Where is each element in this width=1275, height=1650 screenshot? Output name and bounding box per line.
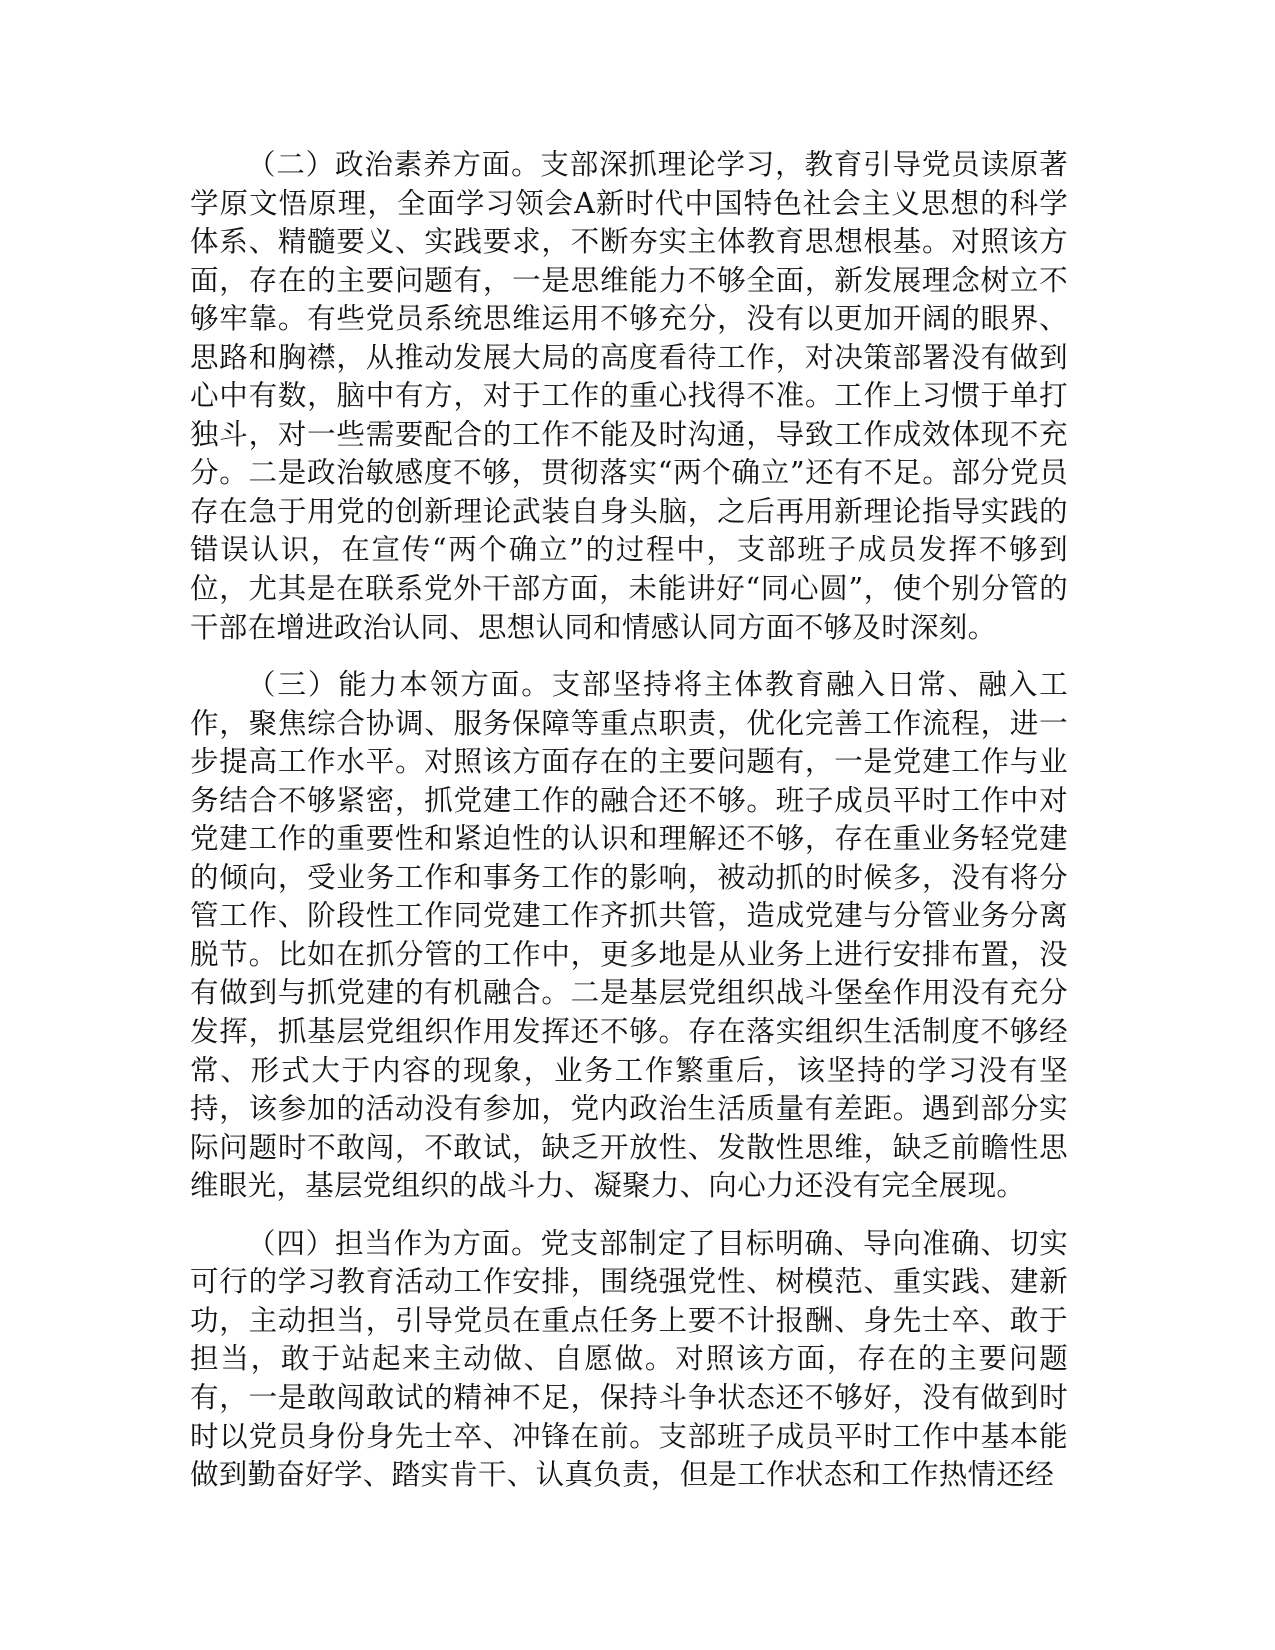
paragraph-ability-skills: （三）能力本领方面。支部坚持将主体教育融入日常、融入工作，聚焦综合协调、服务保障等重点职责，优化完善工作流程，进一步提高工作水平。对照该方面存在的主要问题有，一是党建工作与业务结合不够紧密，抓党建工作的融合还不够。班子成员平时工作中对党建工作的重要性和紧迫性的认识和理解还不够，存在重业务轻党建的倾向，受业务工作和事务工作的影响，被动抓的时候多，没有将分管工作、阶段性工作同党建工作齐抓共管，造成党建与分管业务分离脱节。比如在抓分管的工作中，更多地是从业务上进行安排布置，没有做到与抓党建的有机融合。二是基层党组织战斗堡垒作用没有充分发挥，抓基层党组织作用发挥还不够。存在落实组织生活制度不够经常、形式大于内容的现象，业务工作繁重后，该坚持的学习没有坚持，该参加的活动没有参加，党内政治生活质量有差距。遇到部分实际问题时不敢闯，不敢试，缺乏开放性、发散性思维，缺乏前瞻性思维眼光，基层党组织的战斗力、凝聚力、向心力还没有完全展现。 xyxy=(190,668,1068,1203)
paragraph-responsibility-action: （四）担当作为方面。党支部制定了目标明确、导向准确、切实可行的学习教育活动工作安排，围绕强党性、树模范、重实践、建新功，主动担当，引导党员在重点任务上要不计报酬、身先士卒、敢于担当，敢于站起来主动做、自愿做。对照该方面，存在的主要问题有，一是敢闯敢试的精神不足，保持斗争状态还不够好，没有做到时时以党员身份身先士卒、冲锋在前。支部班子成员平时工作中基本能做到勤奋好学、踏实肯干、认真负责，但是工作状态和工作热情还经 xyxy=(190,1226,1068,1492)
document-body xyxy=(190,146,1068,1495)
paragraph-political-literacy: （二）政治素养方面。支部深抓理论学习，教育引导党员读原著学原文悟原理，全面学习领会A新时代中国特色社会主义思想的科学体系、精髓要义、实践要求，不断夯实主体教育思想根基。对照该方面，存在的主要问题有，一是思维能力不够全面，新发展理念树立不够牢靠。有些党员系统思维运用不够充分，没有以更加开阔的眼界、思路和胸襟，从推动发展大局的高度看待工作，对决策部署没有做到心中有数，脑中有方，对于工作的重心找得不准。工作上习惯于单打独斗，对一些需要配合的工作不能及时沟通，导致工作成效体现不充分。二是政治敏感度不够，贯彻落实“两个确立”还有不足。部分党员存在急于用党的创新理论武装自身头脑，之后再用新理论指导实践的错误认识，在宣传“两个确立”的过程中，支部班子成员发挥不够到位，尤其是在联系党外干部方面，未能讲好“同心圆”，使个别分管的干部在增进政治认同、思想认同和情感认同方面不够及时深刻。 xyxy=(190,148,1068,644)
